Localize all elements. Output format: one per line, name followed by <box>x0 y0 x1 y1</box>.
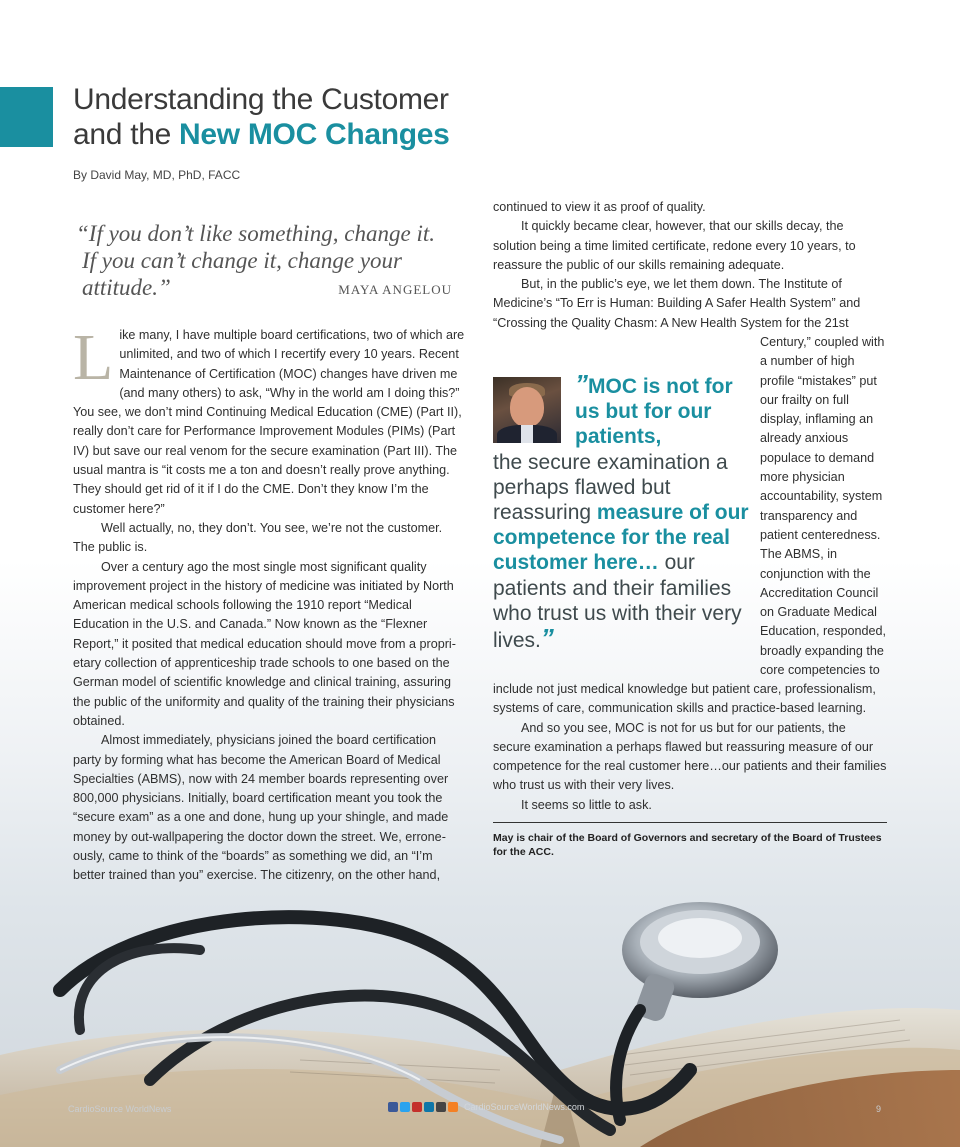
paragraph-1 <box>73 321 465 519</box>
twitter-icon[interactable] <box>400 1102 410 1112</box>
rss-icon[interactable] <box>448 1102 458 1112</box>
page-number: 9 <box>876 1104 882 1114</box>
pull-quote-normal-2: our patients and their families who trust us with their very lives. <box>493 551 742 653</box>
right-column-top <box>493 198 887 333</box>
paragraph-1-text: ike many, I have multiple board certifications, two of which are unlimited, and two of which I recertify every 10 years. Recent Maintenance of Certification (MOC) changes have driven me (and many others) to ask, “Why in the world am I doing this?” You see, we don’t mind Continuing Medical Education (CME) (Part II), really don’t care for Performance Improvement Modules (PIMs) (Part IV) but save our real venom for the secure examination (Part III). The usual mantra is “it costs me a ton and doesn’t really prove anything. They should get rid of it if I do the CME. Don’t they know I’m the customer here?” <box>73 328 465 516</box>
open-quote-mark: ” <box>575 369 588 399</box>
author-note-divider <box>493 822 887 823</box>
paragraph-2: Well actually, no, they don’t. You see, we’re not the customer. The public is. <box>73 520 443 555</box>
title-line-2-prefix: and the <box>73 118 180 151</box>
facebook-icon[interactable] <box>388 1102 398 1112</box>
right-column-bottom <box>493 680 887 815</box>
pull-quote-first <box>493 369 755 450</box>
accent-block <box>0 87 53 147</box>
left-column <box>73 321 465 886</box>
page-footer <box>0 1100 960 1120</box>
right-paragraph-5: And so you see, MOC is not for us but for our patients, the secure examination a perhaps flawed but reassuring measure of our competence for the real customer here…our patients and their families who trust us with their very lives. <box>493 720 887 793</box>
narrow-paragraph: Century,” coupled with a number of high profile “mistakes” put our frailty on full display, inflaming an already anxious populace to demand more physician accountability, system transparency and patient centeredness. The ABMS, in conjunction with the Accreditation Council on Graduate Medical Education, responded, broadly expanding the core competencies to <box>760 335 887 678</box>
title-highlight: New MOC Changes <box>179 118 450 151</box>
social-links <box>388 1102 584 1112</box>
right-paragraph-6: It seems so little to ask. <box>521 797 652 812</box>
epigraph-line-1: “If you don’t like something, change it. <box>76 221 435 246</box>
title-line-1: Understanding the Customer <box>73 83 449 116</box>
footer-website[interactable]: CardioSourceWorldNews.com <box>464 1102 585 1112</box>
close-quote-mark: ” <box>540 623 554 654</box>
epigraph-author: MAYA ANGELOU <box>338 282 452 297</box>
footer-publication: CardioSource WorldNews <box>68 1104 172 1114</box>
youtube-icon[interactable] <box>412 1102 422 1112</box>
right-paragraph-2: It quickly became clear, however, that our skills decay, the solution being a time limited certificate, redone every 10 years, to reassure the public of our skills remaining adequate. <box>493 219 856 272</box>
pull-quote <box>493 369 755 654</box>
pull-quote-normal-1: the secure examination a perhaps flawed but reassuring <box>493 450 728 525</box>
right-paragraph-3: But, in the public’s eye, we let them down. The Institute of Medicine’s “To Err is Human: Building A Safer Health System” and “Crossing the Quality Chasm: A New Health System for the 21st <box>493 277 861 330</box>
right-column-narrow <box>760 333 888 680</box>
right-paragraph-4: include not just medical knowledge but patient care, professionalism, systems of care, communication skills and practice-based learning. <box>493 682 876 716</box>
pull-quote-bold-2: measure of our competence for the real customer here… <box>493 501 749 575</box>
article-title <box>73 82 513 152</box>
paragraph-3: Over a century ago the most single most significant quality improvement project in the history of medicine was initiated by North American medical schools following the 1910 report “Medical Education in the U.S. and Canada.” Now known as the “Flexner Report,” it posited that medical education should move from a proprietary collection of apprenticeship trade schools to one based on the German model of scientific knowledge and clinical training, assuring the public of the uniformity and quality of the training their physicians obtained. <box>73 559 456 728</box>
byline: By David May, MD, PhD, FACC <box>73 168 241 182</box>
pull-quote-bold-1: MOC is not for us but for our patients, <box>575 375 733 449</box>
google-plus-icon[interactable] <box>436 1102 446 1112</box>
author-note: May is chair of the Board of Governors and secretary of the Board of Trustees for the ACC. <box>493 832 882 858</box>
paragraph-4: Almost immediately, physicians joined the board certification party by forming what has become the American Board of Medical Specialties (ABMS), now with 24 member boards representing over 800,000 physicians. Initially, board certification meant you took the “secure exam” as a one and done, hung up your shingle, and made money by out-wallpapering the doctor down the street. We, erroneously, came to think of the “boards” as something we did, an “I’m better trained than you” exercise. The citizenry, on the other hand, <box>73 733 449 883</box>
linkedin-icon[interactable] <box>424 1102 434 1112</box>
right-paragraph-1: continued to view it as proof of quality. <box>493 200 706 214</box>
drop-cap: L <box>73 321 114 394</box>
epigraph-line-2: If you can’t change it, change your attitude.” <box>82 248 402 300</box>
